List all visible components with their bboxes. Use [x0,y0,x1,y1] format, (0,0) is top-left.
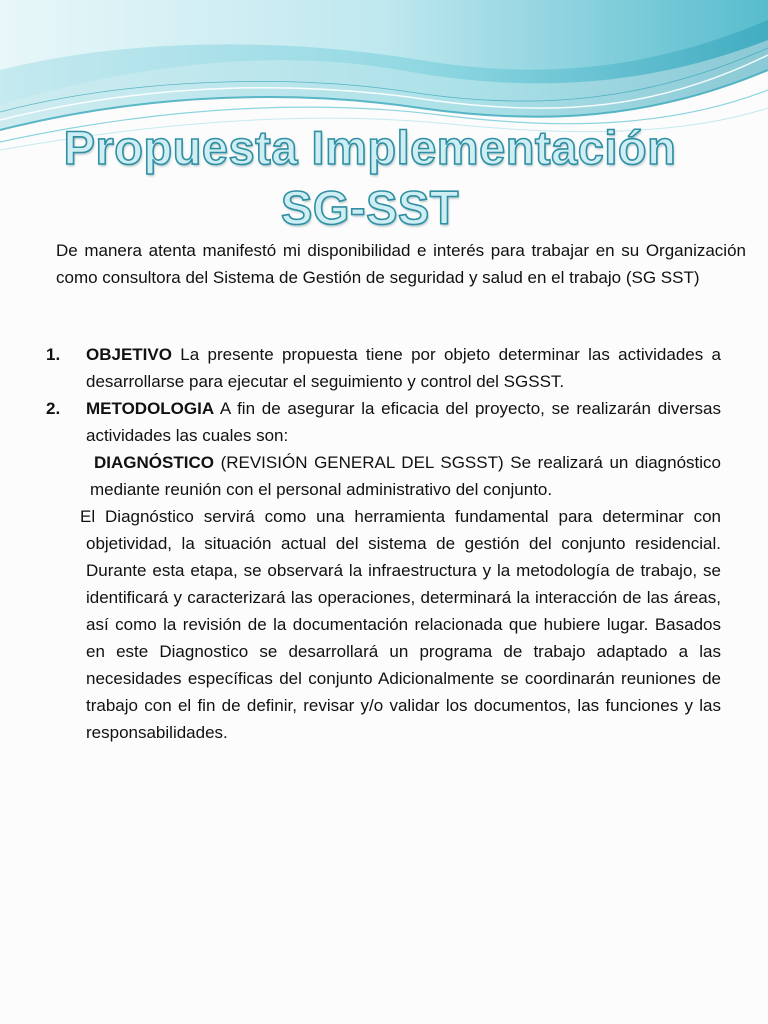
numbered-list [46,341,721,746]
list-item-text: A fin de asegurar la eficacia del proyecto, se realizarán diversas actividades las cuales son: [86,399,721,445]
list-item-number: 1. [46,345,61,364]
intro-paragraph: De manera atenta manifestó mi disponibilidad e interés para trabajar en su Organización como consultora del Sistema de Gestión de seguridad y salud en el trabajo (SG SST) [56,241,746,287]
list-item-heading: METODOLOGIA [86,399,215,418]
list-item-text: La presente propuesta tiene por objeto determinar las actividades a desarrollarse para ejecutar el seguimiento y control del SGSST. [86,345,721,391]
title-line-2: SG-SST [281,181,459,234]
list-item-metodologia [46,395,721,449]
title-line-1: Propuesta Implementación [63,121,677,174]
diagnostico-heading: DIAGNÓSTICO [94,453,214,472]
diagnostico-description: El Diagnóstico servirá como una herramienta fundamental para determinar con objetividad, la situación actual del sistema de gestión del conjunto residencial. Durante esta etapa, se observará la infraestructura y la metodología de trabajo, se identificará y caracterizará las operaciones, determinará la interacción de las áreas, así como la revisión de la documentación relacionada que hubiere lugar. Basados en este Diagnostico se desarrollará un programa de trabajo adaptado a las necesidades específicas del conjunto Adicionalmente se coordinarán reuniones de trabajo con el fin de definir, revisar y/o validar los documentos, las funciones y las responsabilidades. [80,507,721,742]
list-item-heading: OBJETIVO [86,345,172,364]
list-item-number: 2. [46,399,61,418]
slide-title [0,118,740,238]
diagnostico-subsection [46,449,721,503]
list-item-objetivo [46,341,721,395]
diagnostico-text: (REVISIÓN GENERAL DEL SGSST) Se realizará un diagnóstico mediante reunión con el personal administrativo del conjunto. [90,453,721,499]
